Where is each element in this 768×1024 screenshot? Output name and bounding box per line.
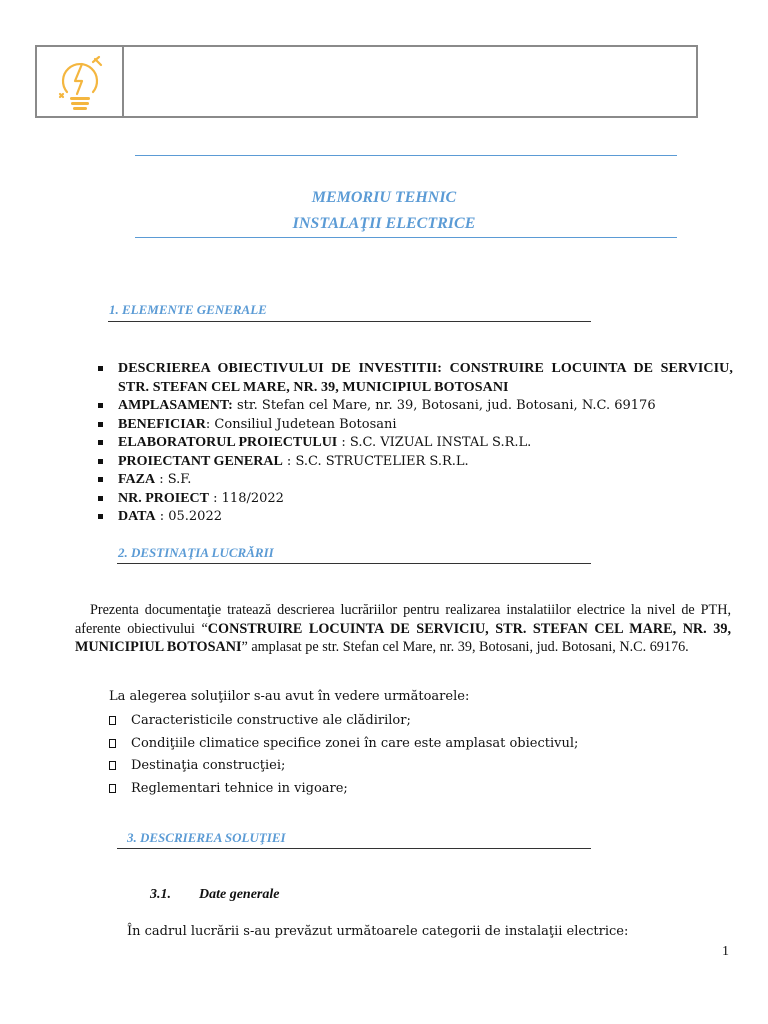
section-heading-1: 1. ELEMENTE GENERALE xyxy=(109,302,267,317)
checkbox-bullet-icon xyxy=(109,761,116,770)
lightbulb-plug-icon xyxy=(55,52,105,116)
item-label: FAZA xyxy=(118,472,156,487)
document-title: MEMORIU TEHNIC xyxy=(311,189,457,206)
square-bullet-icon xyxy=(98,477,103,482)
solutions-list xyxy=(109,710,578,800)
item-label: AMPLASAMENT: xyxy=(118,398,233,413)
item-value: : S.C. VIZUAL INSTAL S.R.L. xyxy=(337,435,532,450)
square-bullet-icon xyxy=(98,422,103,427)
list-item xyxy=(97,434,733,453)
document-subtitle: INSTALAŢII ELECTRICE xyxy=(292,215,476,232)
item-label: DATA xyxy=(118,509,156,524)
list-item xyxy=(109,778,578,801)
item-label: PROIECTANT GENERAL xyxy=(118,453,283,469)
section-heading-2: 2. DESTINAŢIA LUCRĂRII xyxy=(118,545,274,560)
destination-text-bold: CONSTRUIRE LOCUINTA DE SERVICIU, STR. STEFAN CEL MARE, NR. 39, MUNICIPIUL BOTOSANI xyxy=(75,620,731,655)
solution-text: Reglementari tehnice in vigoare; xyxy=(131,780,348,796)
subsection-heading xyxy=(150,887,279,903)
square-bullet-icon xyxy=(98,366,103,371)
item-value: : 05.2022 xyxy=(155,509,222,524)
checkbox-bullet-icon xyxy=(109,739,116,748)
item-value: str. Stefan cel Mare, nr. 39, Botosani, jud. Botosani, N.C. 69176 xyxy=(232,398,656,413)
square-bullet-icon xyxy=(98,496,103,501)
subsection-number: 3.1. xyxy=(150,887,171,902)
title-rule xyxy=(135,237,677,238)
item-label: BENEFICIAR xyxy=(118,416,206,432)
list-item xyxy=(109,755,578,778)
checkbox-bullet-icon xyxy=(109,716,116,725)
item-label: NR. PROIECT xyxy=(118,490,210,506)
item-value: : S.C. STRUCTELIER S.R.L. xyxy=(282,453,469,469)
header-box xyxy=(35,45,698,118)
section-rule-1 xyxy=(108,321,591,322)
square-bullet-icon xyxy=(98,514,103,519)
item-value: : 118/2022 xyxy=(209,490,284,506)
general-info-list xyxy=(97,360,733,527)
solution-text: Caracteristicile constructive ale clădirilor; xyxy=(131,713,411,728)
list-item xyxy=(109,733,578,756)
item-value: : S.F. xyxy=(155,472,192,487)
subsection-title: Date generale xyxy=(199,887,280,902)
top-rule xyxy=(135,155,677,156)
square-bullet-icon xyxy=(98,459,103,464)
destination-paragraph xyxy=(75,601,731,657)
checkbox-bullet-icon xyxy=(109,784,116,793)
list-item xyxy=(97,360,733,397)
section-heading-3: 3. DESCRIEREA SOLUŢIEI xyxy=(127,830,286,845)
list-item xyxy=(109,710,578,733)
list-item xyxy=(97,490,733,509)
destination-text-start: Prezenta documentaţie tratează descrierea lucrăriilor pentru realizarea instalatiilor electrice la nivel de PTH, aferente obiectivului “ xyxy=(75,602,731,637)
solution-text: Condiţiile climatice specifice zonei în care este amplasat obiectivul; xyxy=(131,735,579,751)
section-rule-3 xyxy=(117,848,591,849)
list-item xyxy=(97,397,733,416)
item-label: ELABORATORUL PROIECTULUI xyxy=(118,435,338,450)
list-item xyxy=(97,508,733,527)
destination-text-end: ” amplasat pe str. Stefan cel Mare, nr. 39, Botosani, jud. Botosani, N.C. 69176. xyxy=(241,639,689,655)
item-label: DESCRIEREA OBIECTIVULUI DE INVESTITII: CONSTRUIRE LOCUINTA DE SERVICIU, STR. STEFAN CEL MARE, NR. 39, MUNICIPIUL BOTOSANI xyxy=(118,361,733,395)
square-bullet-icon xyxy=(98,403,103,408)
section-rule-2 xyxy=(117,563,591,564)
page-number: 1 xyxy=(722,944,729,959)
closing-line: În cadrul lucrării s-au prevăzut următoarele categorii de instalaţii electrice: xyxy=(127,924,629,939)
solution-text: Destinaţia construcţiei; xyxy=(131,758,286,773)
solutions-intro: La alegerea soluţiilor s-au avut în vedere următoarele: xyxy=(109,689,470,704)
list-item xyxy=(97,471,733,490)
list-item xyxy=(97,416,733,435)
logo-cell xyxy=(37,47,124,116)
square-bullet-icon xyxy=(98,440,103,445)
item-value: : Consiliul Judetean Botosani xyxy=(205,416,397,432)
list-item xyxy=(97,453,733,472)
